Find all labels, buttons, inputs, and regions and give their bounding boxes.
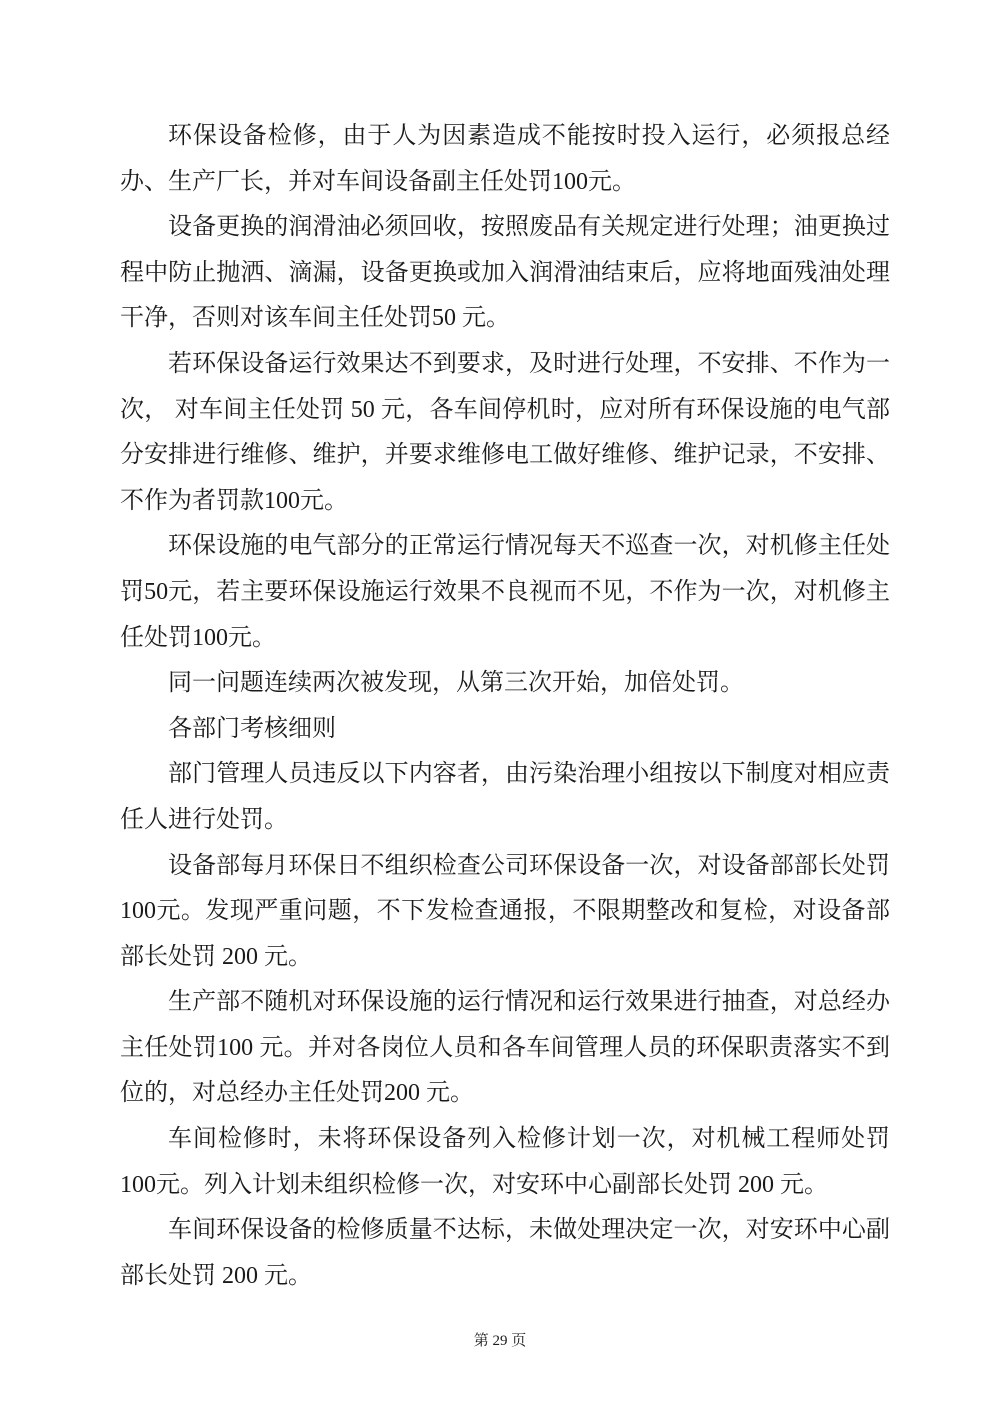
document-paragraph: 部门管理人员违反以下内容者，由污染治理小组按以下制度对相应责任人进行处罚。 <box>120 761 890 833</box>
page-number: 第 29 页 <box>473 1333 527 1349</box>
document-paragraph: 设备部每月环保日不组织检查公司环保设备一次，对设备部部长处罚100元。发现严重问题，不下发检查通报，不限期整改和复检，对设备部部长处罚 200 元。 <box>120 852 890 970</box>
page-footer <box>0 1330 1000 1352</box>
document-paragraph: 车间环保设备的检修质量不达标，未做处理决定一次，对安环中心副部长处罚 200 元。 <box>120 1217 890 1289</box>
document-paragraph: 车间检修时，未将环保设备列入检修计划一次，对机械工程师处罚100元。列入计划未组织检修一次，对安环中心副部长处罚 200 元。 <box>120 1126 890 1198</box>
document-paragraph: 设备更换的润滑油必须回收，按照废品有关规定进行处理；油更换过程中防止抛洒、滴漏，设备更换或加入润滑油结束后，应将地面残油处理干净，否则对该车间主任处罚50 元。 <box>120 214 890 332</box>
document-body <box>120 114 890 1299</box>
document-paragraph: 生产部不随机对环保设施的运行情况和运行效果进行抽查，对总经办主任处罚100 元。并对各岗位人员和各车间管理人员的环保职责落实不到位的，对总经办主任处罚200 元。 <box>120 989 890 1107</box>
section-heading: 各部门考核细则 <box>168 715 336 742</box>
document-paragraph: 同一问题连续两次被发现，从第三次开始，加倍处罚。 <box>168 670 744 697</box>
document-paragraph: 环保设备检修，由于人为因素造成不能按时投入运行，必须报总经办、生产厂长，并对车间设备副主任处罚100元。 <box>120 123 890 195</box>
document-paragraph: 环保设施的电气部分的正常运行情况每天不巡查一次，对机修主任处罚50元，若主要环保设施运行效果不良视而不见，不作为一次，对机修主任处罚100元。 <box>120 533 890 651</box>
document-paragraph: 若环保设备运行效果达不到要求，及时进行处理，不安排、不作为一次， 对车间主任处罚 50 元，各车间停机时，应对所有环保设施的电气部分安排进行维修、维护，并要求维修电工做好维修、维护记录，不安排、不作为者罚款100元。 <box>120 350 890 514</box>
